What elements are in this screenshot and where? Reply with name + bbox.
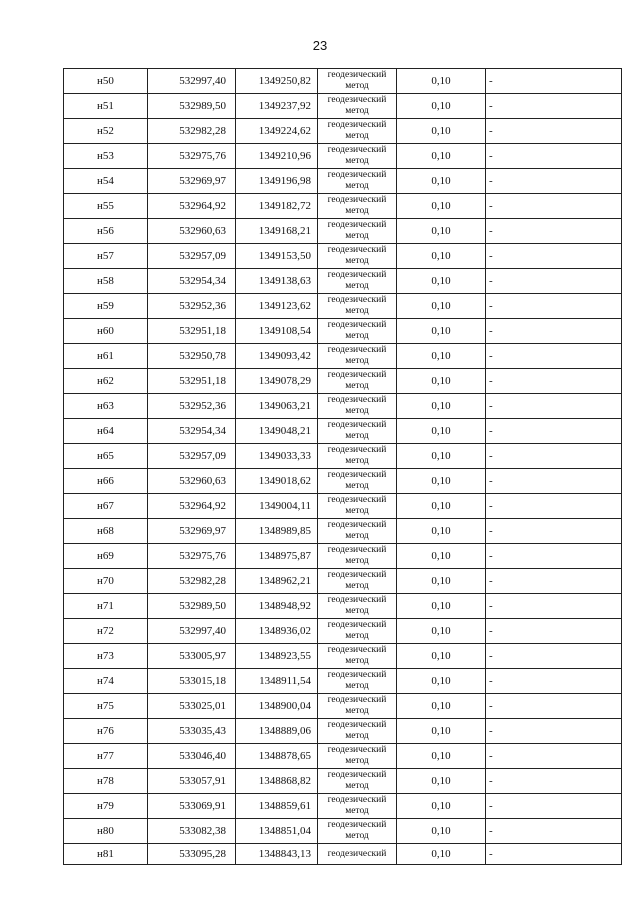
- note-cell: -: [486, 94, 622, 119]
- accuracy-cell: 0,10: [397, 94, 486, 119]
- y-coordinate-cell: 1349210,96: [236, 144, 318, 169]
- method-cell: геодезический метод: [318, 469, 397, 494]
- point-cell: н81: [64, 844, 148, 865]
- y-coordinate-cell: 1349237,92: [236, 94, 318, 119]
- x-coordinate-cell: 532954,34: [148, 419, 236, 444]
- x-coordinate-cell: 532989,50: [148, 594, 236, 619]
- table-row: [64, 194, 622, 219]
- y-coordinate-cell: 1348923,55: [236, 644, 318, 669]
- x-coordinate-cell: 532954,34: [148, 269, 236, 294]
- table-row: [64, 719, 622, 744]
- coordinates-table-body: [64, 69, 622, 865]
- method-cell: геодезический метод: [318, 244, 397, 269]
- method-cell: геодезический метод: [318, 119, 397, 144]
- method-cell: геодезический метод: [318, 494, 397, 519]
- accuracy-cell: 0,10: [397, 244, 486, 269]
- y-coordinate-cell: 1348948,92: [236, 594, 318, 619]
- note-cell: -: [486, 644, 622, 669]
- method-cell: геодезический метод: [318, 219, 397, 244]
- accuracy-cell: 0,10: [397, 194, 486, 219]
- table-row: [64, 669, 622, 694]
- y-coordinate-cell: 1349168,21: [236, 219, 318, 244]
- x-coordinate-cell: 532997,40: [148, 619, 236, 644]
- table-row: [64, 119, 622, 144]
- point-cell: н72: [64, 619, 148, 644]
- accuracy-cell: 0,10: [397, 344, 486, 369]
- point-cell: н64: [64, 419, 148, 444]
- y-coordinate-cell: 1349108,54: [236, 319, 318, 344]
- table-row: [64, 69, 622, 94]
- method-cell: геодезический метод: [318, 319, 397, 344]
- y-coordinate-cell: 1349018,62: [236, 469, 318, 494]
- table-row: [64, 494, 622, 519]
- x-coordinate-cell: 532950,78: [148, 344, 236, 369]
- point-cell: н73: [64, 644, 148, 669]
- method-cell: геодезический метод: [318, 269, 397, 294]
- method-cell: геодезический метод: [318, 169, 397, 194]
- accuracy-cell: 0,10: [397, 419, 486, 444]
- note-cell: -: [486, 69, 622, 94]
- x-coordinate-cell: 532975,76: [148, 544, 236, 569]
- accuracy-cell: 0,10: [397, 594, 486, 619]
- accuracy-cell: 0,10: [397, 269, 486, 294]
- point-cell: н68: [64, 519, 148, 544]
- method-cell: геодезический метод: [318, 194, 397, 219]
- x-coordinate-cell: 533035,43: [148, 719, 236, 744]
- y-coordinate-cell: 1348868,82: [236, 769, 318, 794]
- accuracy-cell: 0,10: [397, 144, 486, 169]
- point-cell: н65: [64, 444, 148, 469]
- y-coordinate-cell: 1349250,82: [236, 69, 318, 94]
- note-cell: -: [486, 319, 622, 344]
- table-row: [64, 169, 622, 194]
- note-cell: -: [486, 219, 622, 244]
- table-row: [64, 244, 622, 269]
- method-cell: геодезический метод: [318, 694, 397, 719]
- accuracy-cell: 0,10: [397, 794, 486, 819]
- x-coordinate-cell: 532964,92: [148, 494, 236, 519]
- point-cell: н51: [64, 94, 148, 119]
- x-coordinate-cell: 532969,97: [148, 169, 236, 194]
- method-cell: геодезический: [318, 844, 397, 865]
- point-cell: н61: [64, 344, 148, 369]
- accuracy-cell: 0,10: [397, 819, 486, 844]
- accuracy-cell: 0,10: [397, 744, 486, 769]
- accuracy-cell: 0,10: [397, 444, 486, 469]
- y-coordinate-cell: 1348962,21: [236, 569, 318, 594]
- note-cell: -: [486, 719, 622, 744]
- x-coordinate-cell: 532982,28: [148, 119, 236, 144]
- x-coordinate-cell: 532989,50: [148, 94, 236, 119]
- point-cell: н63: [64, 394, 148, 419]
- accuracy-cell: 0,10: [397, 844, 486, 865]
- note-cell: -: [486, 569, 622, 594]
- y-coordinate-cell: 1349153,50: [236, 244, 318, 269]
- y-coordinate-cell: 1349004,11: [236, 494, 318, 519]
- table-row: [64, 744, 622, 769]
- accuracy-cell: 0,10: [397, 469, 486, 494]
- x-coordinate-cell: 533025,01: [148, 694, 236, 719]
- y-coordinate-cell: 1348859,61: [236, 794, 318, 819]
- note-cell: -: [486, 819, 622, 844]
- x-coordinate-cell: 532960,63: [148, 219, 236, 244]
- accuracy-cell: 0,10: [397, 519, 486, 544]
- method-cell: геодезический метод: [318, 644, 397, 669]
- table-row: [64, 769, 622, 794]
- x-coordinate-cell: 532982,28: [148, 569, 236, 594]
- table-row: [64, 819, 622, 844]
- note-cell: -: [486, 169, 622, 194]
- point-cell: н59: [64, 294, 148, 319]
- y-coordinate-cell: 1349123,62: [236, 294, 318, 319]
- method-cell: геодезический метод: [318, 69, 397, 94]
- table-row: [64, 269, 622, 294]
- y-coordinate-cell: 1348843,13: [236, 844, 318, 865]
- y-coordinate-cell: 1349224,62: [236, 119, 318, 144]
- y-coordinate-cell: 1348900,04: [236, 694, 318, 719]
- point-cell: н58: [64, 269, 148, 294]
- note-cell: -: [486, 519, 622, 544]
- accuracy-cell: 0,10: [397, 69, 486, 94]
- y-coordinate-cell: 1349078,29: [236, 369, 318, 394]
- note-cell: -: [486, 444, 622, 469]
- point-cell: н57: [64, 244, 148, 269]
- x-coordinate-cell: 532960,63: [148, 469, 236, 494]
- x-coordinate-cell: 532964,92: [148, 194, 236, 219]
- table-row: [64, 794, 622, 819]
- note-cell: -: [486, 744, 622, 769]
- note-cell: -: [486, 419, 622, 444]
- x-coordinate-cell: 533005,97: [148, 644, 236, 669]
- x-coordinate-cell: 533015,18: [148, 669, 236, 694]
- y-coordinate-cell: 1349048,21: [236, 419, 318, 444]
- note-cell: -: [486, 494, 622, 519]
- method-cell: геодезический метод: [318, 144, 397, 169]
- method-cell: геодезический метод: [318, 619, 397, 644]
- table-row: [64, 569, 622, 594]
- table-row: [64, 344, 622, 369]
- accuracy-cell: 0,10: [397, 669, 486, 694]
- table-row: [64, 694, 622, 719]
- note-cell: -: [486, 344, 622, 369]
- point-cell: н71: [64, 594, 148, 619]
- point-cell: н55: [64, 194, 148, 219]
- note-cell: -: [486, 544, 622, 569]
- method-cell: геодезический метод: [318, 519, 397, 544]
- coordinates-table: [63, 68, 622, 865]
- note-cell: -: [486, 844, 622, 865]
- x-coordinate-cell: 533082,38: [148, 819, 236, 844]
- x-coordinate-cell: 532969,97: [148, 519, 236, 544]
- table-row: [64, 294, 622, 319]
- note-cell: -: [486, 469, 622, 494]
- note-cell: -: [486, 794, 622, 819]
- note-cell: -: [486, 769, 622, 794]
- x-coordinate-cell: 533095,28: [148, 844, 236, 865]
- method-cell: геодезический метод: [318, 719, 397, 744]
- y-coordinate-cell: 1348989,85: [236, 519, 318, 544]
- table-row: [64, 469, 622, 494]
- point-cell: н53: [64, 144, 148, 169]
- y-coordinate-cell: 1349033,33: [236, 444, 318, 469]
- table-row: [64, 394, 622, 419]
- note-cell: -: [486, 269, 622, 294]
- point-cell: н79: [64, 794, 148, 819]
- table-row: [64, 519, 622, 544]
- method-cell: геодезический метод: [318, 769, 397, 794]
- x-coordinate-cell: 533069,91: [148, 794, 236, 819]
- y-coordinate-cell: 1348911,54: [236, 669, 318, 694]
- y-coordinate-cell: 1349063,21: [236, 394, 318, 419]
- accuracy-cell: 0,10: [397, 619, 486, 644]
- y-coordinate-cell: 1348975,87: [236, 544, 318, 569]
- note-cell: -: [486, 244, 622, 269]
- y-coordinate-cell: 1348889,06: [236, 719, 318, 744]
- table-row: [64, 544, 622, 569]
- note-cell: -: [486, 594, 622, 619]
- accuracy-cell: 0,10: [397, 719, 486, 744]
- accuracy-cell: 0,10: [397, 494, 486, 519]
- method-cell: геодезический метод: [318, 544, 397, 569]
- table-row: [64, 444, 622, 469]
- point-cell: н62: [64, 369, 148, 394]
- table-row: [64, 369, 622, 394]
- x-coordinate-cell: 532957,09: [148, 444, 236, 469]
- note-cell: -: [486, 194, 622, 219]
- note-cell: -: [486, 119, 622, 144]
- point-cell: н52: [64, 119, 148, 144]
- x-coordinate-cell: 532997,40: [148, 69, 236, 94]
- point-cell: н78: [64, 769, 148, 794]
- accuracy-cell: 0,10: [397, 369, 486, 394]
- y-coordinate-cell: 1349196,98: [236, 169, 318, 194]
- method-cell: геодезический метод: [318, 419, 397, 444]
- accuracy-cell: 0,10: [397, 769, 486, 794]
- point-cell: н50: [64, 69, 148, 94]
- x-coordinate-cell: 532957,09: [148, 244, 236, 269]
- point-cell: н76: [64, 719, 148, 744]
- y-coordinate-cell: 1348851,04: [236, 819, 318, 844]
- table-row: [64, 594, 622, 619]
- note-cell: -: [486, 619, 622, 644]
- x-coordinate-cell: 532975,76: [148, 144, 236, 169]
- x-coordinate-cell: 532951,18: [148, 319, 236, 344]
- table-row: [64, 144, 622, 169]
- method-cell: геодезический метод: [318, 369, 397, 394]
- method-cell: геодезический метод: [318, 394, 397, 419]
- method-cell: геодезический метод: [318, 744, 397, 769]
- accuracy-cell: 0,10: [397, 569, 486, 594]
- x-coordinate-cell: 532952,36: [148, 294, 236, 319]
- note-cell: -: [486, 394, 622, 419]
- point-cell: н75: [64, 694, 148, 719]
- accuracy-cell: 0,10: [397, 544, 486, 569]
- table-row: [64, 419, 622, 444]
- table-row: [64, 644, 622, 669]
- y-coordinate-cell: 1348878,65: [236, 744, 318, 769]
- note-cell: -: [486, 294, 622, 319]
- accuracy-cell: 0,10: [397, 644, 486, 669]
- method-cell: геодезический метод: [318, 94, 397, 119]
- point-cell: н56: [64, 219, 148, 244]
- page-number: 23: [312, 38, 328, 53]
- y-coordinate-cell: 1348936,02: [236, 619, 318, 644]
- accuracy-cell: 0,10: [397, 119, 486, 144]
- method-cell: геодезический метод: [318, 444, 397, 469]
- x-coordinate-cell: 532951,18: [148, 369, 236, 394]
- table-row: [64, 319, 622, 344]
- accuracy-cell: 0,10: [397, 294, 486, 319]
- accuracy-cell: 0,10: [397, 169, 486, 194]
- y-coordinate-cell: 1349138,63: [236, 269, 318, 294]
- table-row: [64, 94, 622, 119]
- note-cell: -: [486, 669, 622, 694]
- method-cell: геодезический метод: [318, 594, 397, 619]
- point-cell: н66: [64, 469, 148, 494]
- point-cell: н54: [64, 169, 148, 194]
- note-cell: -: [486, 369, 622, 394]
- point-cell: н69: [64, 544, 148, 569]
- point-cell: н77: [64, 744, 148, 769]
- point-cell: н67: [64, 494, 148, 519]
- accuracy-cell: 0,10: [397, 219, 486, 244]
- table-row: [64, 219, 622, 244]
- method-cell: геодезический метод: [318, 569, 397, 594]
- point-cell: н60: [64, 319, 148, 344]
- accuracy-cell: 0,10: [397, 394, 486, 419]
- table-row: [64, 619, 622, 644]
- table-row: [64, 844, 622, 865]
- x-coordinate-cell: 533046,40: [148, 744, 236, 769]
- y-coordinate-cell: 1349182,72: [236, 194, 318, 219]
- accuracy-cell: 0,10: [397, 694, 486, 719]
- x-coordinate-cell: 532952,36: [148, 394, 236, 419]
- method-cell: геодезический метод: [318, 794, 397, 819]
- y-coordinate-cell: 1349093,42: [236, 344, 318, 369]
- note-cell: -: [486, 694, 622, 719]
- method-cell: геодезический метод: [318, 819, 397, 844]
- method-cell: геодезический метод: [318, 669, 397, 694]
- accuracy-cell: 0,10: [397, 319, 486, 344]
- x-coordinate-cell: 533057,91: [148, 769, 236, 794]
- note-cell: -: [486, 144, 622, 169]
- method-cell: геодезический метод: [318, 344, 397, 369]
- point-cell: н74: [64, 669, 148, 694]
- point-cell: н70: [64, 569, 148, 594]
- point-cell: н80: [64, 819, 148, 844]
- method-cell: геодезический метод: [318, 294, 397, 319]
